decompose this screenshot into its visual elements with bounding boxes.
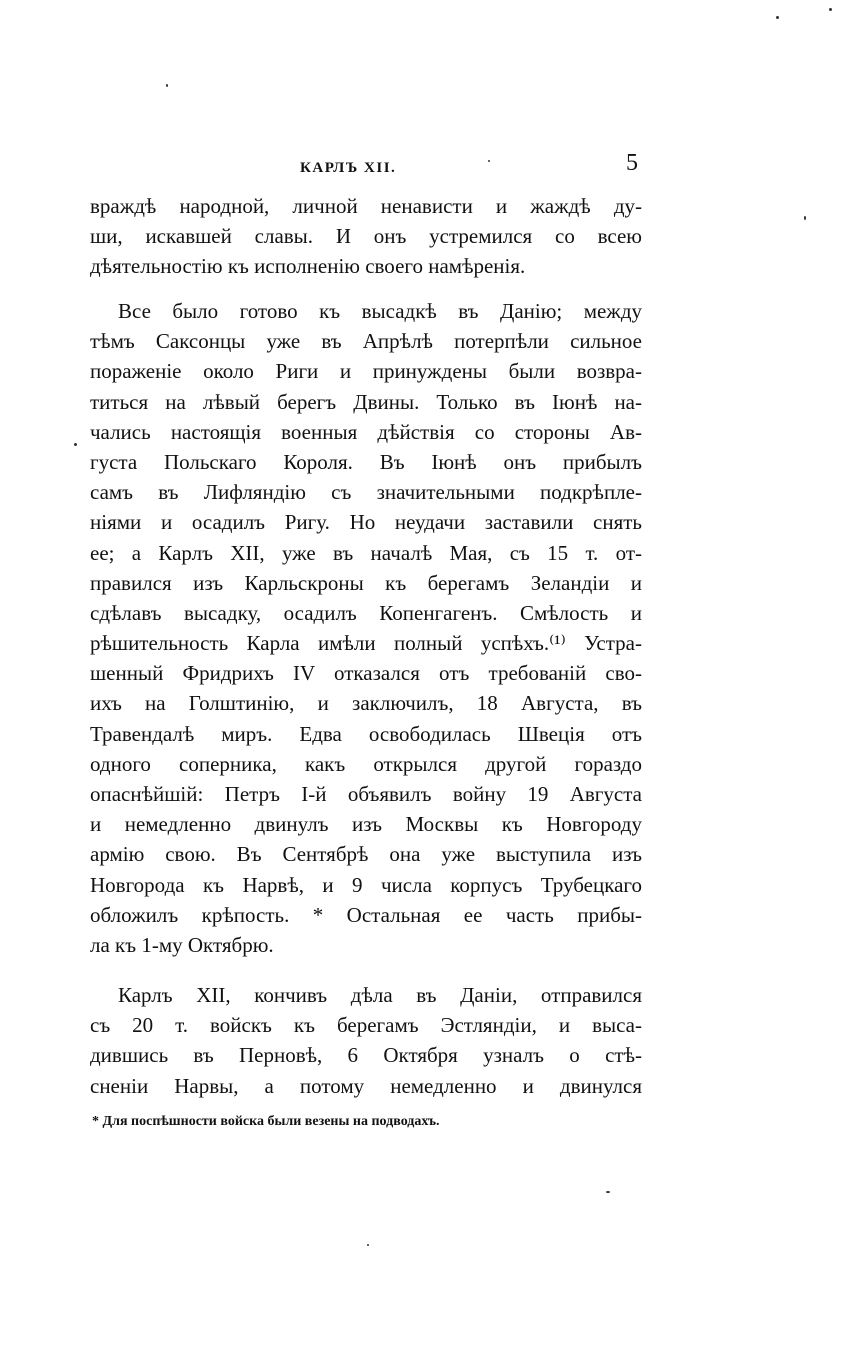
text-line: враждѣ народной, личной ненависти и жаждѣ ду- (90, 194, 642, 218)
text-line: ихъ на Голштинію, и заключилъ, 18 Августа, въ (90, 691, 642, 716)
text-line: шенный Фридрихъ IV отказался отъ требованій сво- (90, 661, 642, 686)
text-line: правился изъ Карльскроны къ берегамъ Зеландіи и (90, 570, 642, 595)
text-line: самъ въ Лифляндію съ значительными подкрѣпле- (90, 480, 642, 505)
text-line: ши, искавшей славы. И онъ устремился со всею (90, 224, 642, 249)
text-line: Карлъ XII, кончивъ дѣла въ Даніи, отправился (118, 983, 642, 1007)
paragraph-1 (90, 191, 642, 282)
text-line: сненіи Нарвы, а потому немедленно и двинулся (90, 1073, 642, 1098)
paragraph-2 (90, 296, 642, 960)
text-line: обложилъ крѣпость. * Остальная ее часть прибы- (90, 902, 642, 927)
text-line: одного соперника, какъ открылся другой гораздо (90, 751, 642, 776)
scan-speck (829, 8, 832, 11)
text-line: тѣмъ Саксонцы уже въ Апрѣлѣ потерпѣли сильное (90, 329, 642, 354)
footnote: * Для поспѣшности войска были везены на подводахъ. (92, 1114, 440, 1129)
text-line: густа Польскаго Короля. Въ Іюнѣ онъ прибылъ (90, 449, 642, 474)
page-number: 5 (626, 150, 638, 176)
scan-speck (488, 160, 490, 162)
text-line: Все было готово къ высадкѣ въ Данію; между (118, 299, 642, 323)
text-line: дившись въ Перновѣ, 6 Октября узналъ о стѣ- (90, 1043, 642, 1068)
text-line: чались настоящія военныя дѣйствія со стороны Ав- (90, 419, 642, 444)
scan-speck (804, 216, 806, 220)
text-line: ніями и осадилъ Ригу. Но неудачи заставили снять (90, 510, 642, 535)
text-line: ее; а Карлъ XII, уже въ началѣ Мая, съ 15 т. от- (90, 540, 642, 565)
text-line: опаснѣйшій: Петръ І-й объявилъ войну 19 Августа (90, 782, 642, 806)
text-line: титься на лѣвый берегъ Двины. Только въ Іюнѣ на- (90, 389, 642, 414)
text-line: съ 20 т. войскъ къ берегамъ Эстляндіи, и выса- (90, 1013, 642, 1038)
scan-speck (166, 84, 168, 87)
scan-speck (776, 16, 779, 19)
scan-speck (367, 1244, 369, 1246)
scan-speck (74, 443, 77, 446)
text-line: ла къ 1-му Октябрю. (90, 932, 274, 957)
text-line: Новгорода къ Нарвѣ, и 9 числа корпусъ Трубецкаго (90, 872, 642, 897)
text-line: Травендалѣ миръ. Едва освободилась Швеція отъ (90, 721, 642, 746)
scan-speck (606, 1191, 610, 1193)
text-line: пораженіе около Риги и принуждены были возвра- (90, 359, 642, 384)
paragraph-3 (90, 980, 642, 1101)
text-line: армію свою. Въ Сентябрѣ она уже выступила изъ (90, 842, 642, 867)
text-line: рѣшительность Карла имѣли полный успѣхъ.⁽¹⁾ Устра- (90, 631, 642, 656)
text-line: сдѣлавъ высадку, осадилъ Копенгагенъ. Смѣлость и (90, 600, 642, 625)
running-head: КАРЛЪ XII. (300, 160, 397, 176)
text-line: дѣятельностію къ исполненію своего намѣренія. (90, 254, 526, 279)
text-line: и немедленно двинулъ изъ Москвы къ Новгороду (90, 812, 642, 837)
